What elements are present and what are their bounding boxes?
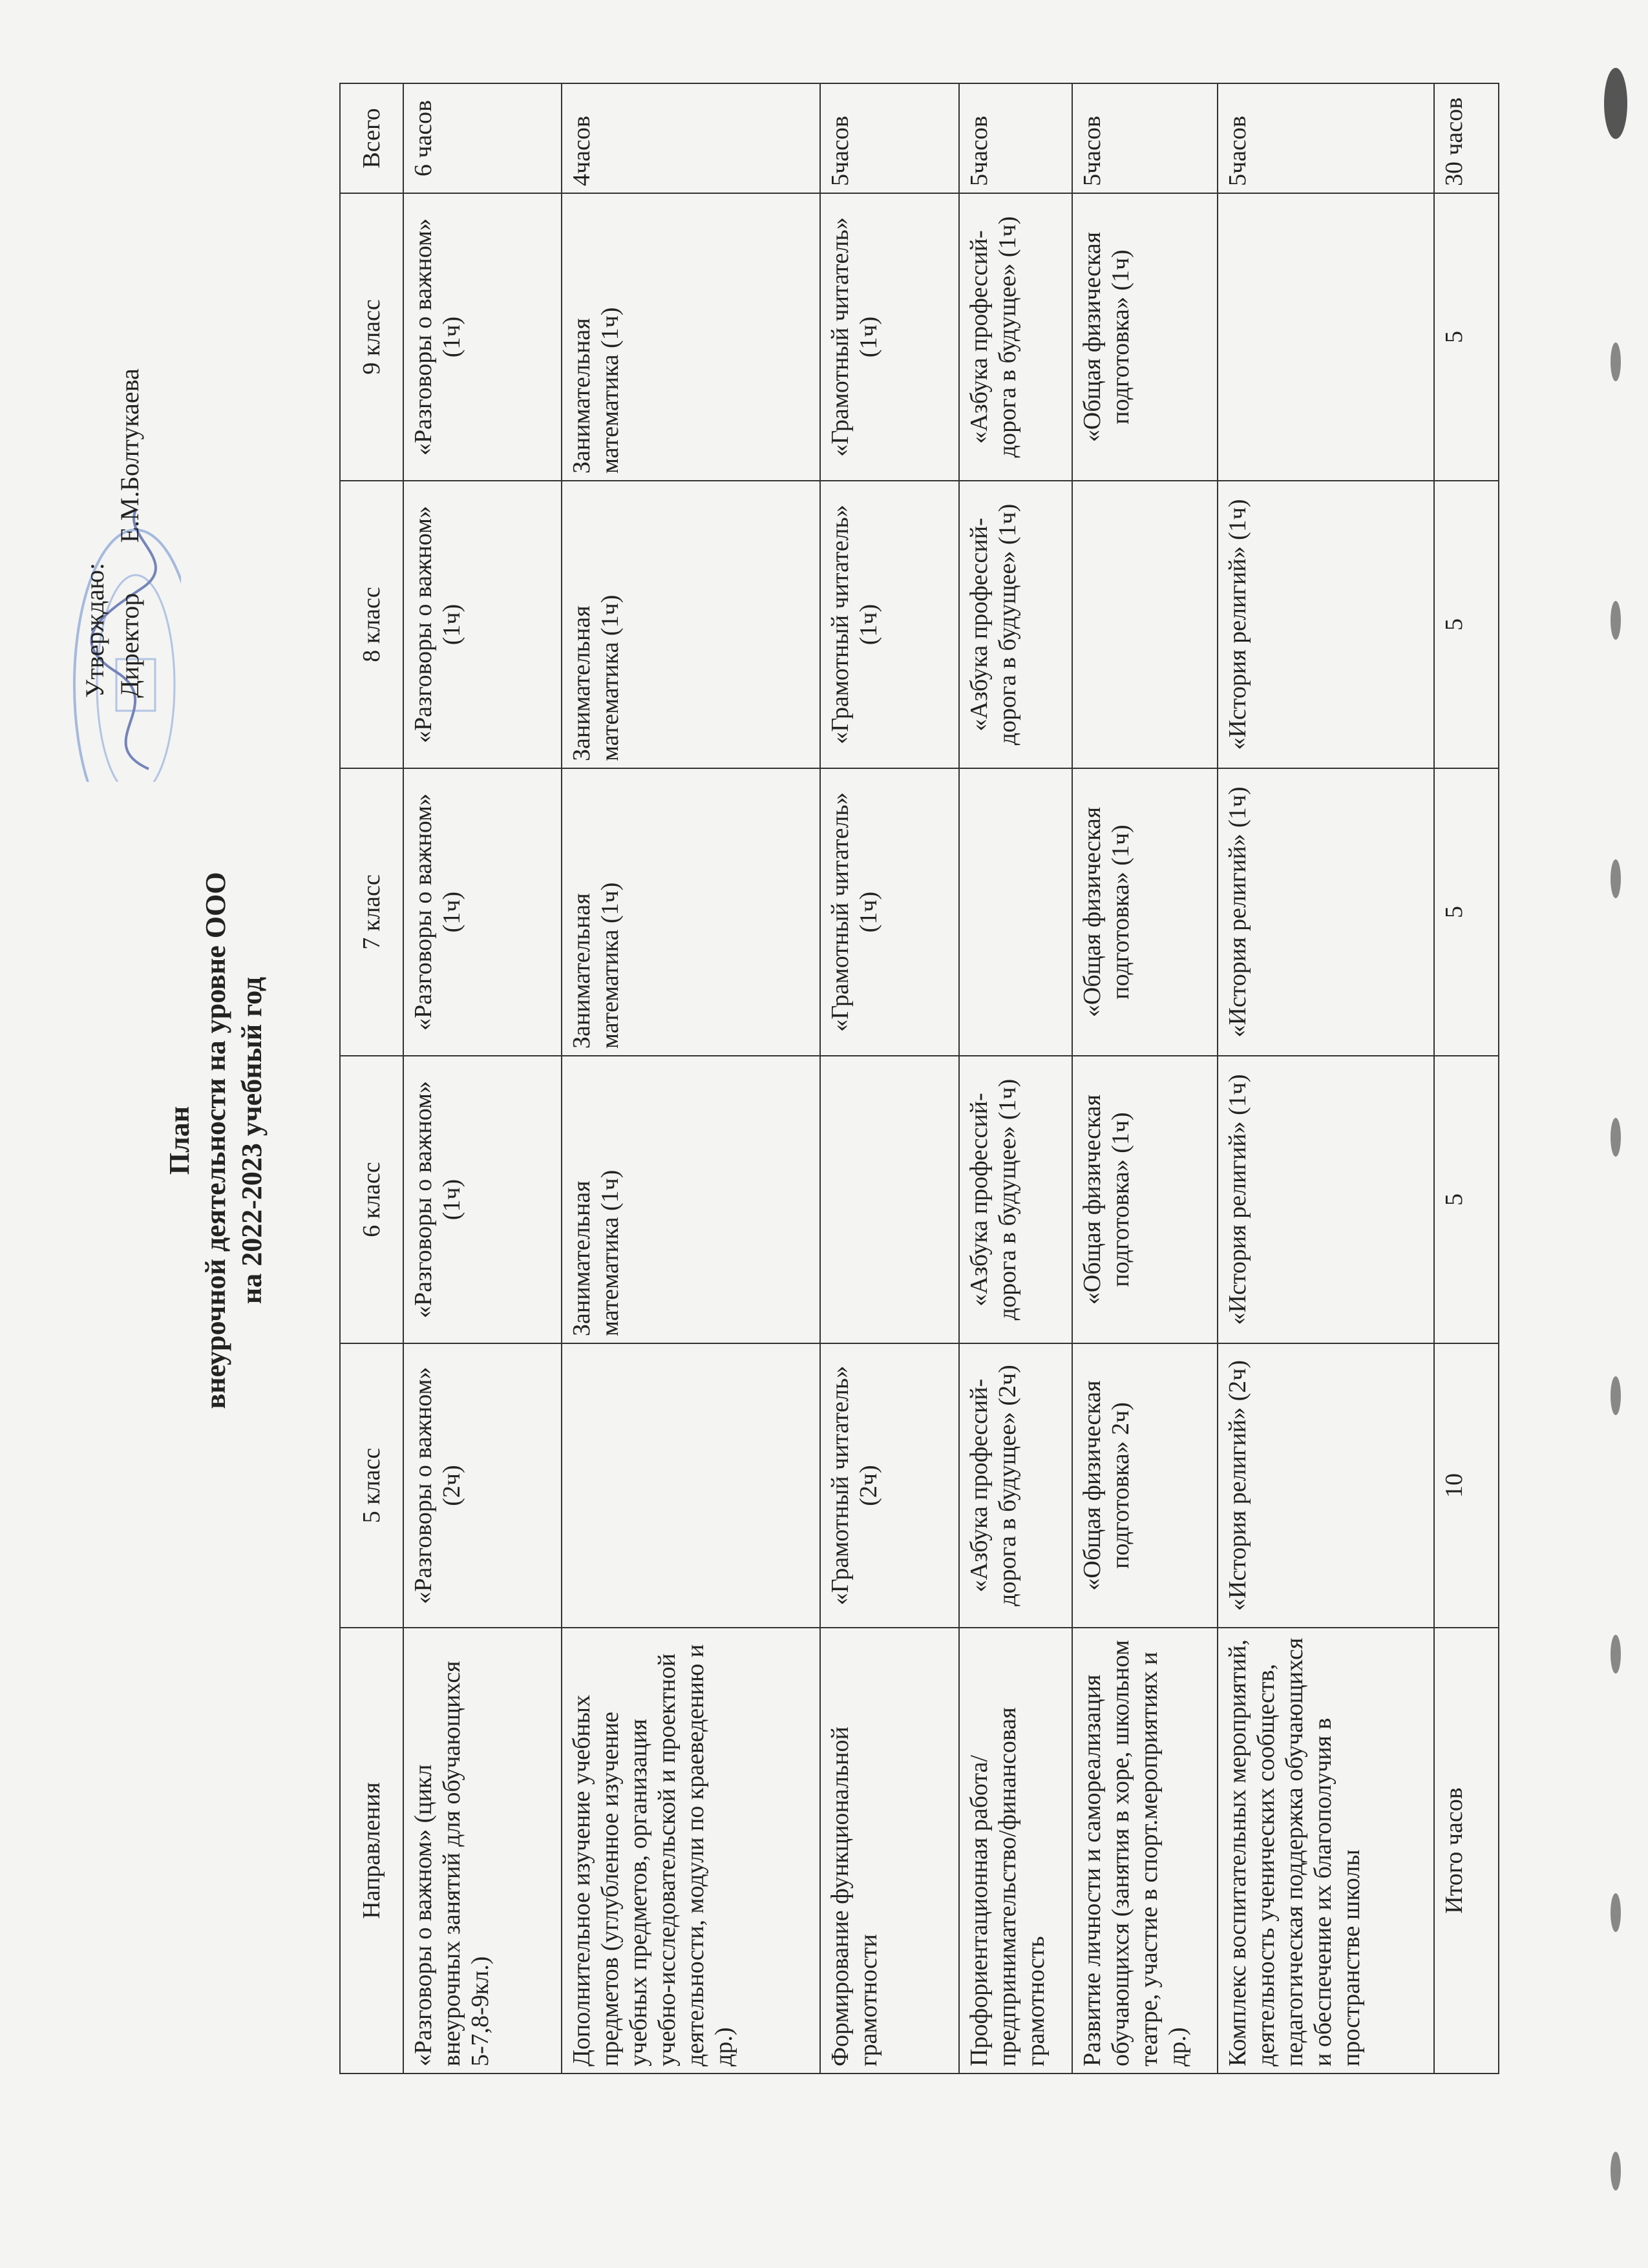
document-title: [162, 239, 270, 2042]
director-name: Е.М.Болтукаева: [115, 368, 144, 543]
direction-cell: Формирование функциональной грамотности: [820, 1628, 959, 2074]
total-cell: 5часов: [1218, 83, 1434, 193]
table-cell: «История религий» (2ч): [1218, 1343, 1434, 1628]
header-cell: 7 класс: [340, 768, 403, 1056]
table-cell: 5: [1434, 768, 1499, 1056]
table-cell: «Общая физическая подготовка» (1ч): [1072, 193, 1218, 481]
table-cell: 5: [1434, 1056, 1499, 1343]
table-cell: «Азбука профессий-дорога в будущее» (2ч): [959, 1343, 1072, 1628]
header-cell: Направления: [340, 1628, 403, 2074]
table-cell: «Грамотный читатель» (1ч): [820, 768, 959, 1056]
table-header-row: [340, 83, 403, 2074]
table-cell: 5: [1434, 481, 1499, 768]
table-cell: 5: [1434, 193, 1499, 481]
table-cell: «Грамотный читатель» (1ч): [820, 481, 959, 768]
header-cell: 8 класс: [340, 481, 403, 768]
table-row: [1072, 83, 1218, 2074]
total-cell: 30 часов: [1434, 83, 1499, 193]
direction-cell: Профориентационная работа/ предпринимательство/финансовая грамотность: [959, 1628, 1072, 2074]
table-cell: «Разговоры о важном» (1ч): [403, 1056, 562, 1343]
title-line-3: на 2022-2023 учебный год: [236, 976, 268, 1305]
total-cell: 5часов: [959, 83, 1072, 193]
table-cell: «Общая физическая подготовка» (1ч): [1072, 768, 1218, 1056]
header-cell: 9 класс: [340, 193, 403, 481]
table-cell: [562, 1343, 820, 1628]
table-row: [820, 83, 959, 2074]
table-cell: «Разговоры о важном» (1ч): [403, 481, 562, 768]
table-cell: «Грамотный читатель» (2ч): [820, 1343, 959, 1628]
direction-cell: «Разговоры о важном» (цикл внеурочных занятий для обучающихся 5-7,8-9кл.): [403, 1628, 562, 2074]
direction-cell: Развитие личности и самореализация обучающихся (занятия в хоре, школьном театре, участие в спорт.мероприятиях и др.): [1072, 1628, 1218, 2074]
title-line-1: План: [164, 1106, 195, 1175]
table-cell: [820, 1056, 959, 1343]
table-cell: «Азбука профессий-дорога в будущее» (1ч): [959, 1056, 1072, 1343]
table-row: [959, 83, 1072, 2074]
table-row: [403, 83, 562, 2074]
total-cell: 6 часов: [403, 83, 562, 193]
table-cell: 10: [1434, 1343, 1499, 1628]
header-cell: 5 класс: [340, 1343, 403, 1628]
table-cell: [959, 768, 1072, 1056]
table-cell: «Азбука профессий-дорога в будущее» (1ч): [959, 193, 1072, 481]
table-cell: [1218, 193, 1434, 481]
position-label: Директор: [115, 593, 144, 698]
table-cell: «Азбука профессий-дорога в будущее» (1ч): [959, 481, 1072, 768]
direction-cell: Дополнительное изучение учебных предметов (углубленное изучение учебных предметов, организация учебно-исследовательской и проектной деятельности, модули по краеведению и др.): [562, 1628, 820, 2074]
table-row-total: [1434, 83, 1499, 2074]
direction-cell: Комплекс воспитательных мероприятий, деятельность ученических сообществ, педагогическая поддержка обучающихся и обеспечение их благополучия в пространстве школы: [1218, 1628, 1434, 2074]
table-cell: «История религий» (1ч): [1218, 481, 1434, 768]
table-row: [1218, 83, 1434, 2074]
activity-plan-table: [339, 83, 1499, 2074]
total-cell: 5часов: [820, 83, 959, 193]
total-cell: 5часов: [1072, 83, 1218, 193]
table-row: [562, 83, 820, 2074]
direction-cell: Итого часов: [1434, 1628, 1499, 2074]
header-cell: 6 класс: [340, 1056, 403, 1343]
header-cell: Всего: [340, 83, 403, 193]
table-cell: «Разговоры о важном» (2ч): [403, 1343, 562, 1628]
table-cell: «Разговоры о важном» (1ч): [403, 768, 562, 1056]
binder-marks: [1590, 0, 1648, 2268]
table-cell: Занимательная математика (1ч): [562, 193, 820, 481]
table-cell: Занимательная математика (1ч): [562, 1056, 820, 1343]
table-cell: «Разговоры о важном» (1ч): [403, 193, 562, 481]
table-cell: [1072, 481, 1218, 768]
table-cell: «История религий» (1ч): [1218, 768, 1434, 1056]
table-cell: Занимательная математика (1ч): [562, 768, 820, 1056]
table-cell: Занимательная математика (1ч): [562, 481, 820, 768]
table-cell: «История религий» (1ч): [1218, 1056, 1434, 1343]
table-cell: «Грамотный читатель» (1ч): [820, 193, 959, 481]
title-line-2: внеурочной деятельности на уровне ООО: [200, 872, 231, 1409]
table-cell: «Общая физическая подготовка» 2ч): [1072, 1343, 1218, 1628]
table-cell: «Общая физическая подготовка» (1ч): [1072, 1056, 1218, 1343]
approved-label: Утверждаю:: [80, 563, 109, 698]
approval-block: [78, 368, 147, 698]
total-cell: 4часов: [562, 83, 820, 193]
